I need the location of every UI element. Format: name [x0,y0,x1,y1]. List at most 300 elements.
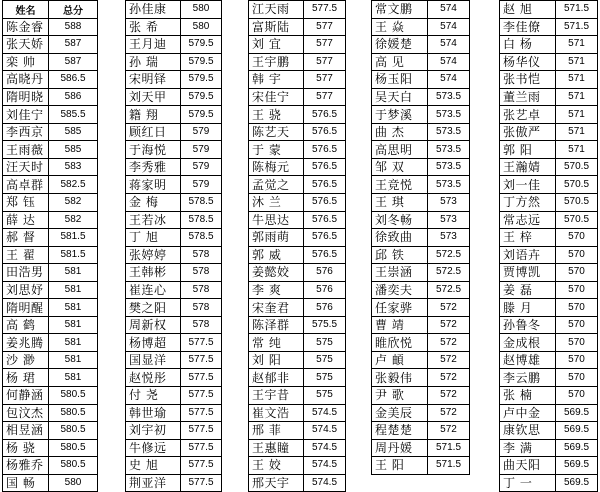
student-name: 张 希 [126,18,181,36]
student-name: 陈金睿 [3,18,49,36]
table-row [249,387,346,405]
table-row [249,299,346,317]
student-name: 卢中金 [500,404,556,422]
student-score: 586.5 [49,71,98,89]
student-name: 李 满 [500,439,556,457]
student-score: 579 [181,176,222,194]
student-name: 王 翟 [3,246,49,264]
table-row [249,439,346,457]
student-score: 572 [428,369,470,387]
header-row [3,1,98,19]
table-row [3,141,98,159]
table-row [500,88,598,106]
table-row [372,387,470,405]
student-score: 572.5 [428,246,470,264]
student-score: 578.5 [181,229,222,247]
student-name: 王韩彬 [126,264,181,282]
student-name: 宋明铎 [126,71,181,89]
student-name: 刘冬畅 [372,211,428,229]
student-score: 574 [428,53,470,71]
table-row [126,1,222,19]
student-score: 570 [556,387,598,405]
student-score: 586 [49,88,98,106]
table-row [126,176,222,194]
table-row [372,194,470,212]
student-name: 张婷婷 [126,246,181,264]
student-name: 史 旭 [126,457,181,475]
student-name: 姜 磊 [500,281,556,299]
student-name: 田浩男 [3,264,49,282]
student-score: 572 [428,422,470,440]
student-name: 高 见 [372,53,428,71]
student-name: 王宇鹏 [249,53,304,71]
student-name: 杨 骁 [3,439,49,457]
student-name: 邹 双 [372,158,428,176]
student-name: 潘奕夫 [372,281,428,299]
student-name: 周丹媛 [372,439,428,457]
table-row [3,88,98,106]
table-row [126,474,222,492]
table-row [249,18,346,36]
student-score: 572.5 [428,264,470,282]
table-row [500,229,598,247]
student-score: 576.5 [304,246,346,264]
student-score: 569.5 [556,439,598,457]
student-score: 580 [181,1,222,19]
student-score: 583 [49,158,98,176]
student-score: 573.5 [428,176,470,194]
score-group-4 [371,0,470,475]
student-name: 刘宇初 [126,422,181,440]
student-score: 570 [556,246,598,264]
student-name: 董兰雨 [500,88,556,106]
table-row [3,229,98,247]
student-name: 丁 一 [500,474,556,492]
table-row [126,88,222,106]
student-score: 571 [556,106,598,124]
student-score: 579.5 [181,36,222,54]
student-score: 569.5 [556,474,598,492]
student-score: 582.5 [49,176,98,194]
student-score: 576.5 [304,176,346,194]
student-score: 574.5 [304,422,346,440]
student-score: 578 [181,281,222,299]
student-name: 宋佳宁 [249,88,304,106]
table-row [126,229,222,247]
student-score: 578.5 [181,211,222,229]
table-row [126,36,222,54]
student-score: 569.5 [556,422,598,440]
table-row [3,404,98,422]
student-score: 576.5 [304,158,346,176]
table-row [249,176,346,194]
student-name: 张书恺 [500,71,556,89]
student-score: 581 [49,281,98,299]
student-name: 韩 宇 [249,71,304,89]
student-name: 于 蒙 [249,141,304,159]
student-score: 578.5 [181,194,222,212]
table-row [126,334,222,352]
table-row [500,457,598,475]
table-row [3,264,98,282]
student-name: 曹 靖 [372,316,428,334]
student-name: 邱 铁 [372,246,428,264]
table-row [500,106,598,124]
table-row [372,439,470,457]
student-score: 581.5 [49,246,98,264]
student-name: 隋明晓 [3,88,49,106]
student-score: 575 [304,334,346,352]
student-name: 高晓丹 [3,71,49,89]
student-name: 王月迪 [126,36,181,54]
student-score: 577 [304,18,346,36]
student-score: 570 [556,281,598,299]
table-row [372,211,470,229]
table-row [249,194,346,212]
student-name: 赵博雄 [500,351,556,369]
student-score: 579 [181,158,222,176]
table-row [3,36,98,54]
table-row [3,457,98,475]
table-row [126,71,222,89]
student-name: 睢欣悦 [372,334,428,352]
table-row [500,1,598,19]
student-name: 富斯陆 [249,18,304,36]
student-name: 沐 兰 [249,194,304,212]
student-name: 滕 月 [500,299,556,317]
table-row [372,176,470,194]
student-score: 578 [181,264,222,282]
table-row [372,369,470,387]
table-row [372,106,470,124]
table-row [500,264,598,282]
student-score: 570 [556,264,598,282]
table-row [372,281,470,299]
student-score: 575 [304,387,346,405]
table-row [3,387,98,405]
table-row [126,53,222,71]
student-score: 577.5 [181,457,222,475]
table-row [3,71,98,89]
table-row [500,351,598,369]
table-row [249,123,346,141]
student-name: 李云鹏 [500,369,556,387]
student-name: 刘思妤 [3,281,49,299]
student-score: 576 [304,264,346,282]
student-name: 姜懿姣 [249,264,304,282]
student-score: 571.5 [556,1,598,19]
table-row [372,334,470,352]
student-name: 徐媛楚 [372,36,428,54]
table-row [249,422,346,440]
table-row [3,474,98,492]
student-score: 573.5 [428,123,470,141]
student-score: 572 [428,334,470,352]
student-name: 崔文浩 [249,404,304,422]
table-row [372,299,470,317]
student-score: 577 [304,53,346,71]
student-name: 陈艺天 [249,123,304,141]
table-row [249,474,346,492]
student-name: 王若冰 [126,211,181,229]
table-row [249,1,346,19]
student-name: 刘佳宁 [3,106,49,124]
student-score: 580.5 [49,404,98,422]
student-score: 570 [556,334,598,352]
student-score: 572 [428,404,470,422]
table-row [372,404,470,422]
table-row [3,369,98,387]
student-score: 573.5 [428,88,470,106]
table-row [126,404,222,422]
student-name: 崔连心 [126,281,181,299]
table-row [126,264,222,282]
student-score: 577 [304,36,346,54]
student-score: 574 [428,71,470,89]
table-row [372,158,470,176]
table-row [249,88,346,106]
table-row [249,158,346,176]
table-row [3,281,98,299]
table-row [249,229,346,247]
student-name: 汪天时 [3,158,49,176]
student-score: 571 [556,36,598,54]
student-score: 571 [556,53,598,71]
student-name: 刘 宜 [249,36,304,54]
student-name: 孙鲁冬 [500,316,556,334]
table-row [372,264,470,282]
student-name: 徐致曲 [372,229,428,247]
student-score: 577.5 [181,439,222,457]
student-name: 樊之阳 [126,299,181,317]
student-name: 丁方然 [500,194,556,212]
student-score: 572 [428,316,470,334]
student-name: 王惠瞳 [249,439,304,457]
table-row [126,211,222,229]
student-name: 牛思达 [249,211,304,229]
student-name: 丁 旭 [126,229,181,247]
table-row [372,229,470,247]
table-row [126,316,222,334]
student-name: 张傲严 [500,123,556,141]
student-score: 571.5 [556,18,598,36]
table-row [372,71,470,89]
student-score: 571 [556,123,598,141]
table-row [500,211,598,229]
table-row [126,18,222,36]
student-name: 常志远 [500,211,556,229]
table-row [3,53,98,71]
table-row [126,299,222,317]
student-score: 577 [304,71,346,89]
student-score: 576.5 [304,229,346,247]
student-score: 571.5 [428,457,470,475]
student-score: 577.5 [304,1,346,19]
student-name: 高卓群 [3,176,49,194]
student-score: 576.5 [304,194,346,212]
table-row [500,404,598,422]
student-name: 薛 达 [3,211,49,229]
student-name: 杨 珺 [3,369,49,387]
student-name: 金美辰 [372,404,428,422]
table-row [249,457,346,475]
student-score: 569.5 [556,457,598,475]
student-name: 张天娇 [3,36,49,54]
table-row [500,18,598,36]
student-name: 顾红日 [126,123,181,141]
header-score: 总分 [49,1,98,19]
table-row [500,439,598,457]
student-score: 572.5 [428,281,470,299]
student-name: 国 畅 [3,474,49,492]
student-name: 杨雅乔 [3,457,49,475]
student-name: 隋明醒 [3,299,49,317]
table-row [500,334,598,352]
student-name: 康钦思 [500,422,556,440]
table-row [372,422,470,440]
student-score: 580.5 [49,387,98,405]
student-score: 576.5 [304,106,346,124]
student-name: 张艺卓 [500,106,556,124]
student-score: 574.5 [304,404,346,422]
table-row [249,141,346,159]
table-row [500,299,598,317]
table-row [126,246,222,264]
table-row [500,158,598,176]
table-row [3,18,98,36]
score-group-2 [125,0,222,492]
student-score: 576.5 [304,141,346,159]
student-name: 白 杨 [500,36,556,54]
table-row [249,334,346,352]
student-name: 陈泽群 [249,316,304,334]
table-row [500,387,598,405]
student-score: 573.5 [428,106,470,124]
student-name: 任家骅 [372,299,428,317]
table-row [500,316,598,334]
table-row [249,53,346,71]
table-row [126,422,222,440]
student-name: 牛修远 [126,439,181,457]
student-score: 577.5 [181,404,222,422]
student-name: 王 梓 [500,229,556,247]
student-name: 金 梅 [126,194,181,212]
student-score: 581 [49,369,98,387]
student-score: 570.5 [556,211,598,229]
student-name: 郭雨萌 [249,229,304,247]
student-name: 王 骁 [249,106,304,124]
student-score: 580.5 [49,457,98,475]
student-score: 575 [304,369,346,387]
table-row [126,141,222,159]
student-name: 荆亚洋 [126,474,181,492]
table-row [249,36,346,54]
student-name: 何静涵 [3,387,49,405]
table-row [500,369,598,387]
table-row [3,123,98,141]
student-score: 573 [428,194,470,212]
student-name: 周新权 [126,316,181,334]
table-row [372,88,470,106]
table-row [249,281,346,299]
student-score: 581 [49,334,98,352]
student-score: 585.5 [49,106,98,124]
student-name: 于梦溪 [372,106,428,124]
table-row [372,1,470,19]
table-row [249,369,346,387]
student-score: 570 [556,229,598,247]
table-row [372,246,470,264]
table-row [500,123,598,141]
student-score: 573 [428,229,470,247]
table-row [500,71,598,89]
student-name: 杨博超 [126,334,181,352]
student-score: 577 [304,88,346,106]
student-name: 张毅伟 [372,369,428,387]
student-score: 580.5 [49,439,98,457]
table-row [500,474,598,492]
student-score: 579.5 [181,53,222,71]
student-score: 570 [556,369,598,387]
table-row [3,176,98,194]
student-score: 579.5 [181,106,222,124]
student-score: 581 [49,299,98,317]
student-score: 581 [49,264,98,282]
student-score: 577.5 [181,334,222,352]
student-name: 付 尧 [126,387,181,405]
table-row [249,404,346,422]
student-name: 卢 頔 [372,351,428,369]
student-score: 573.5 [428,158,470,176]
student-name: 常 纯 [249,334,304,352]
student-name: 郝 督 [3,229,49,247]
table-row [500,194,598,212]
student-name: 孙 瑞 [126,53,181,71]
student-name: 沙 渺 [3,351,49,369]
student-name: 王 阳 [372,457,428,475]
table-row [249,351,346,369]
student-score: 577.5 [181,369,222,387]
table-row [3,246,98,264]
table-row [126,369,222,387]
table-row [249,246,346,264]
student-score: 573 [428,211,470,229]
student-score: 574 [428,18,470,36]
student-name: 郭 阳 [500,141,556,159]
student-score: 576 [304,299,346,317]
student-score: 578 [181,299,222,317]
student-name: 籍 翔 [126,106,181,124]
student-score: 581 [49,351,98,369]
table-row [126,439,222,457]
student-score: 580 [181,18,222,36]
student-score: 576.5 [304,211,346,229]
table-row [3,106,98,124]
student-score: 582 [49,211,98,229]
student-score: 587 [49,36,98,54]
student-name: 赵 旭 [500,1,556,19]
table-row [126,351,222,369]
student-score: 585 [49,141,98,159]
student-name: 刘语卉 [500,246,556,264]
table-row [500,53,598,71]
student-score: 570 [556,299,598,317]
student-name: 邢天宇 [249,474,304,492]
student-score: 579 [181,141,222,159]
student-name: 赵悦彤 [126,369,181,387]
student-name: 宋奎君 [249,299,304,317]
table-row [3,422,98,440]
